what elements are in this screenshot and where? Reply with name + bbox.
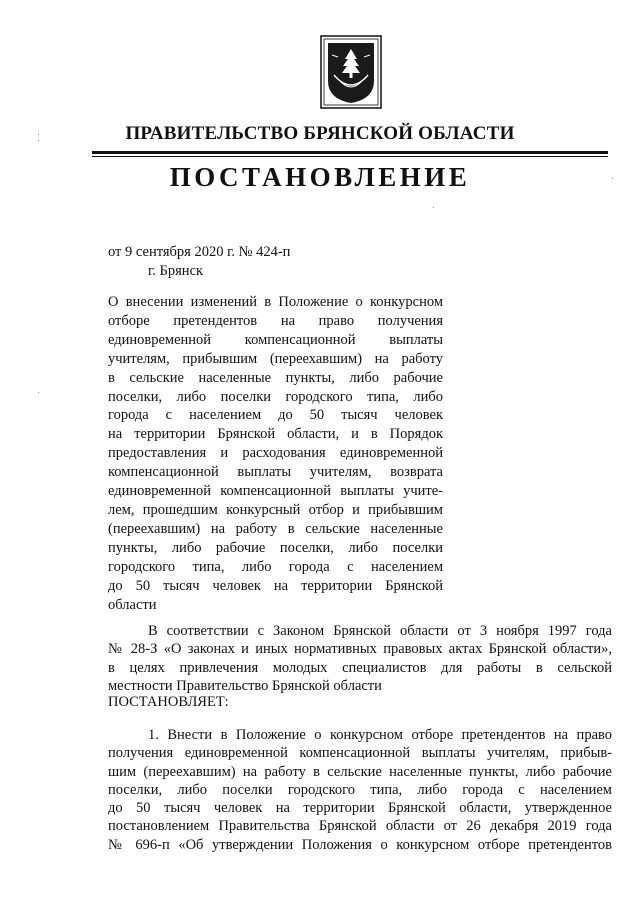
item-1-paragraph — [108, 726, 612, 854]
item-1-line: поселки, либо поселки городского типа, либо города с населением — [108, 781, 612, 798]
subject-line: поселки, либо поселки городского типа, либо — [108, 388, 443, 405]
subject-line: до 50 тысяч человек на территории Брянской — [108, 577, 443, 594]
subject-line: города с населением до 50 тысяч человек — [108, 407, 443, 424]
scan-speck — [38, 134, 39, 135]
date-number: от 9 сентября 2020 г. № 424-п — [108, 244, 291, 260]
scan-speck — [433, 207, 434, 208]
item-1-line: № 696-п «Об утверждении Положения о конкурсном отборе претендентов — [108, 836, 612, 853]
item-1-line: 1. Внести в Положение о конкурсном отборе претендентов на право — [148, 727, 612, 743]
preamble-line: местности Правительство Брянской области — [108, 677, 382, 694]
subject-line: О внесении изменений в Положение о конкурсном — [108, 294, 443, 310]
subject-line: пункты, либо рабочие поселки, либо поселки — [108, 539, 443, 556]
subject-line: в сельские населенные пункты, либо рабочие — [108, 369, 443, 386]
scan-speck — [38, 392, 39, 393]
preamble-line: № 28-З «О законах и иных нормативных правовых актах Брянской области», — [108, 641, 612, 658]
subject-line: области — [108, 596, 157, 613]
preamble-line: в целях привлечения молодых специалистов для работы в сельской — [108, 659, 612, 676]
resolves-heading: ПОСТАНОВЛЯЕТ: — [108, 694, 229, 710]
subject-line: предоставления и расходования единовременной — [108, 445, 443, 462]
city: г. Брянск — [148, 263, 204, 279]
scan-speck — [612, 178, 613, 179]
authority-title: ПРАВИТЕЛЬСТВО БРЯНСКОЙ ОБЛАСТИ — [125, 123, 515, 144]
document-type: ПОСТАНОВЛЕНИЕ — [169, 162, 471, 192]
item-1-line: шим (переехавшим) на работу в сельские населенные пункты, либо рабочие — [108, 763, 612, 780]
subject-line: учителям, прибывшим (переехавшим) на работу — [108, 350, 443, 367]
subject-line: (переехавшим) на работу в сельские населенные — [108, 520, 443, 537]
subject-line: единовременной компенсационной выплаты — [108, 331, 443, 348]
header-rule-thin — [92, 156, 608, 157]
subject-line: отборе претендентов на право получения — [108, 312, 443, 329]
preamble-paragraph — [108, 622, 612, 695]
subject-line: на территории Брянской области, и в Порядок — [108, 426, 443, 443]
subject-line: единовременной компенсационной выплаты учите- — [108, 483, 443, 500]
coat-of-arms-icon — [320, 35, 382, 109]
scan-speck — [38, 140, 39, 141]
subject-line: городского типа, либо города с населением — [108, 558, 443, 575]
item-1-line: получения единовременной компенсационной выплаты учителям, прибыв- — [108, 745, 612, 762]
subject-line: компенсационной выплаты учителям, возврата — [108, 464, 443, 481]
subject-block — [108, 293, 443, 614]
item-1-line: до 50 тысяч человек на территории Брянской области, утвержденное — [108, 800, 612, 817]
subject-line: лем, прошедшим конкурсный отбор и прибывшим — [108, 501, 443, 518]
header-rule-thick — [92, 151, 608, 154]
item-1-line: постановлением Правительства Брянской области от 26 декабря 2019 года — [108, 818, 612, 835]
preamble-line: В соответствии с Законом Брянской области от 3 ноября 1997 года — [148, 623, 612, 639]
